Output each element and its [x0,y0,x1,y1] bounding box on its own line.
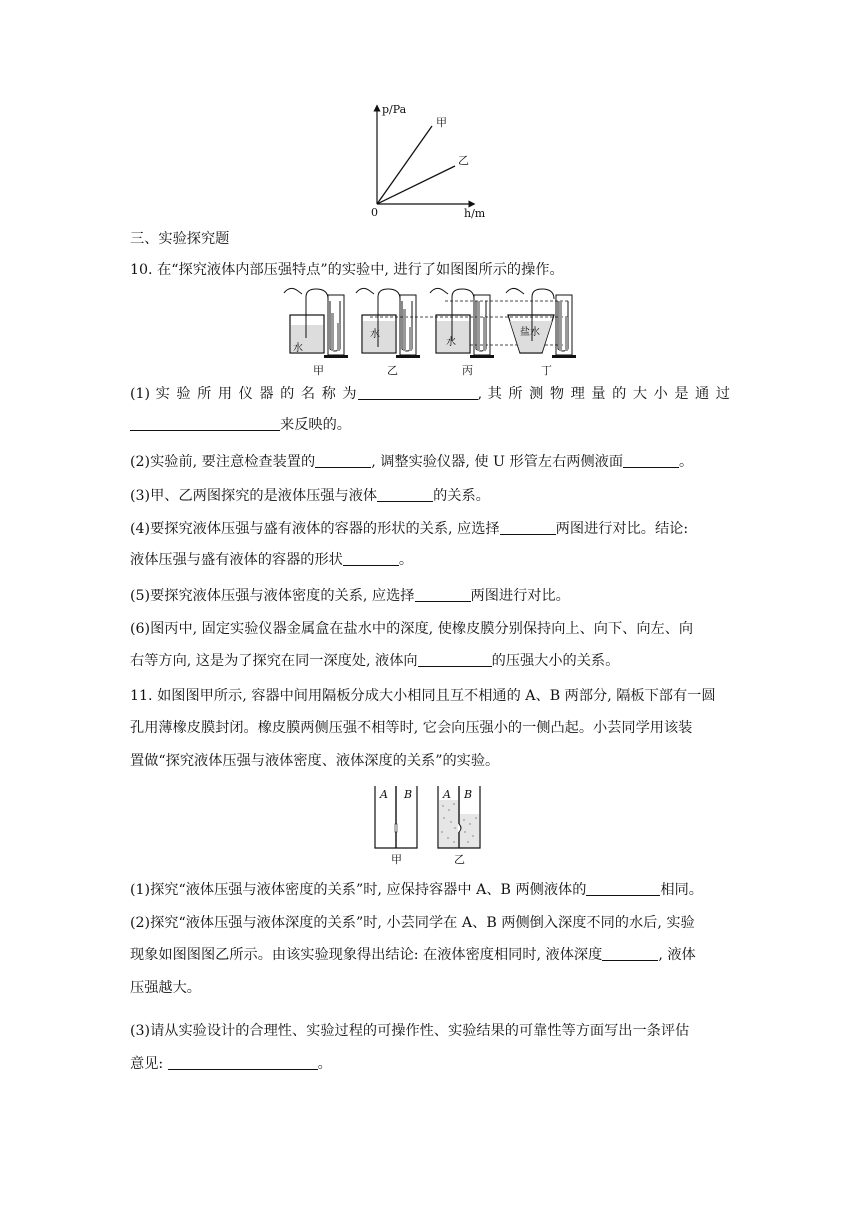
q10-p1-line2: 来反映的。 [130,415,730,435]
q11-stem-line3: 置做“探究液体压强与液体密度、液体深度的关系”的实验。 [130,753,500,769]
line-label-yi: 乙 [458,154,469,167]
blank-q10-4a[interactable] [500,520,556,535]
fig10-label-yi: 乙 [387,364,398,377]
pressure-depth-graph [360,100,500,220]
q11-p3-line1: (3)请从实验设计的合理性、实验过程的可操作性、实验结果的可靠性等方面写出一条评估 [130,1023,690,1039]
blank-q11-2[interactable] [602,946,658,961]
gauge-ding [506,288,576,358]
container-label-bing: 水 [446,337,456,348]
blank-q10-4b[interactable] [343,551,399,566]
line-jia [377,126,432,204]
section-heading: 三、实验探究题 [130,231,230,247]
fig11-label-yi: 乙 [454,853,465,866]
q11-p2-line3: 压强越大。 [130,980,201,996]
blank-q11-1[interactable] [586,881,660,896]
blank-q10-1a[interactable] [358,385,478,400]
q11-p2-line2: 现象如图图图乙所示。由该实验现象得出结论: 在液体密度相同时, 液体深度 , 液体 [130,947,696,963]
q11-figure [370,784,500,866]
line-label-jia: 甲 [436,116,447,129]
q10-p6-line1: (6)图丙中, 固定实验仪器金属盒在盐水中的深度, 使橡皮膜分别保持向上、向下、向左、向 [130,621,694,637]
container-label-ding: 盐水 [520,327,540,338]
q10-p5: (5)要探究液体压强与液体密度的关系, 应选择 两图进行对比。 [130,588,570,604]
q11-stem-line2: 孔用薄橡皮膜封闭。橡皮膜两侧压强不相等时, 它会向压强小的一侧凸起。小芸同学用该装 [130,720,693,736]
blank-q10-2a[interactable] [315,453,371,468]
container-jia [375,786,417,848]
q10-p4-line2: 液体压强与盛有液体的容器的形状 。 [130,552,414,568]
q10-stem: 10. 在“探究液体内部压强特点”的实验中, 进行了如图图所示的操作。 [130,262,564,278]
yi-side-a: A [443,788,451,801]
q11-p3-line2: 意见: 。 [130,1056,332,1072]
fig10-label-bing: 丙 [462,364,473,377]
gauge-yi [356,288,420,358]
container-label-jia: 水 [293,343,303,354]
blank-q10-5[interactable] [415,587,471,602]
origin-label: 0 [371,206,378,219]
blank-q10-3[interactable] [377,487,433,502]
q10-figure [280,283,590,378]
q10-p3: (3)甲、乙两图探究的是液体压强与液体 的关系。 [130,488,490,504]
fig10-label-jia: 甲 [313,364,324,377]
x-axis-label: h/m [464,207,486,220]
gauge-bing [430,288,494,358]
container-label-yi: 水 [370,329,380,340]
blank-q11-3[interactable] [168,1055,318,1070]
line-yi [377,166,455,204]
fig10-label-ding: 丁 [541,364,552,377]
q11-stem-line1: 11. 如图图甲所示, 容器中间用隔板分成大小相同且互不相通的 A、B 两部分, 隔板下部有一圆 [130,688,716,704]
blank-q10-1b[interactable] [130,416,280,431]
fig11-label-jia: 甲 [391,853,402,866]
q10-p2: (2)实验前, 要注意检查装置的 , 调整实验仪器, 使 U 形管左右两侧液面 。 [130,454,694,470]
yi-side-b: B [464,788,473,801]
y-axis-label: p/Pa [382,103,407,116]
q11-p1: (1)探究“液体压强与液体密度的关系”时, 应保持容器中 A、B 两侧液体的 相同。 [130,882,703,898]
q10-p6-line2: 右等方向, 这是为了探究在同一深度处, 液体向 的压强大小的关系。 [130,653,620,669]
jia-side-a: A [380,788,388,801]
jia-side-b: B [404,788,413,801]
gauge-jia [284,288,348,358]
blank-q10-2b[interactable] [623,453,679,468]
container-yi [438,786,480,848]
q10-p4-line1: (4)要探究液体压强与盛有液体的容器的形状的关系, 应选择 两图进行对比。结论: [130,521,689,537]
blank-q10-6[interactable] [418,652,492,667]
q11-p2-line1: (2)探究“液体压强与液体深度的关系”时, 小芸同学在 A、B 两侧倒入深度不同的水后, 实验 [130,915,695,931]
q10-p1-line1: (1) 实 验 所 用 仪 器 的 名 称 为 , 其 所 测 物 理 量 的 大 小 是 通 过 [130,386,730,402]
